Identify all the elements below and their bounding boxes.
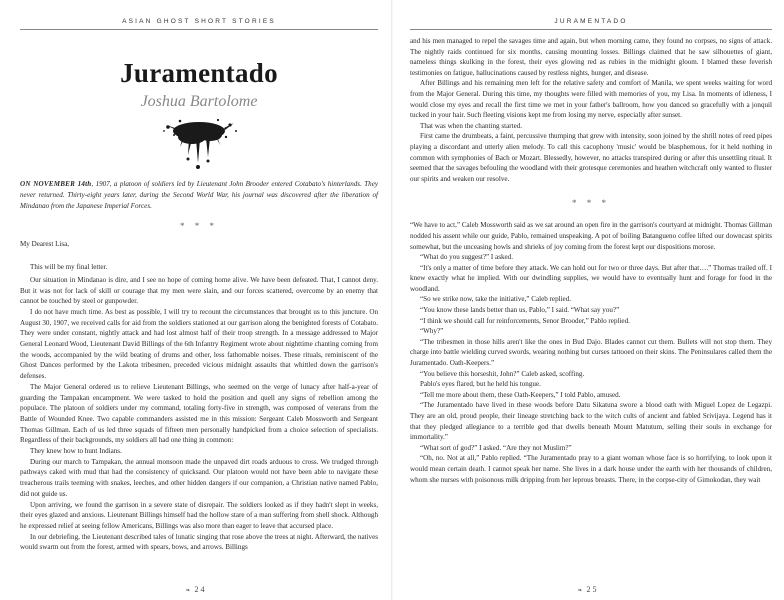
folio-right (392, 585, 784, 594)
paragraph: “We have to act,” Caleb Mossworth said as we sat around an open fire in the garrison's courtyard at midnight. Thomas Gillman nodded his assent while our guide, Pablo, remained unspeaking. A pot of boiling Batangueno coffee lifted our downcast spirits somewhat, but the unceasing howls and shrieks of joy coming from the forest kept our dispositions morose. (410, 221, 772, 251)
paragraph: “So we strike now, take the initiative,” Caleb replied. (420, 295, 572, 304)
paragraph: “You know these lands better than us, Pablo,” I said. “What say you?” (420, 306, 620, 315)
left-body-text (20, 239, 378, 553)
right-page (392, 0, 784, 600)
running-head-rule-right (410, 29, 772, 30)
paragraph: “I think we should call for reinforcements, Senor Brooder,” Pablo replied. (420, 316, 630, 325)
folio-ornament-icon: ❧ (577, 587, 583, 594)
paragraph: Upon arriving, we found the garrison in a severe state of disrepair. The soldiers looked as if they hadn't slept in weeks, their eyes glazed and anxious. Lieutenant Billings himself had the hollow stare of a man suffering from shell shock. Although he expressed relief at seeing fellow Americans, Billings was also more than eager to leave that accursed place. (20, 500, 378, 530)
paragraph: “What do you suggest?” I asked. (420, 253, 513, 262)
running-head-right: JURAMENTADO (554, 18, 628, 25)
first-line: This will be my final letter. (30, 263, 108, 272)
salutation: My Dearest Lisa, (20, 240, 70, 249)
page-number: 25 (586, 585, 599, 594)
paragraph: “You believe this horseshit, John?” Caleb asked, scoffing. (420, 369, 585, 378)
section-separator-right: * * * (572, 198, 610, 209)
page-number: 24 (194, 585, 207, 594)
section-separator-left: * * * (180, 221, 218, 232)
paragraph: and his men managed to repel the savages time and again, but when morning came, they found no corpses, no signs of attack. The nightly raids continued for six months, causing mounting losses. Billings claimed that he saw silhouettes of giant, nameless things skulking in the forest, their eyes glowing red as rubies in the midnight gloom. I blamed these feverish testimonies on fatigue, hallucinations caused by restless nights, hunger, and disease. (410, 37, 772, 77)
epigraph-lead: ON NOVEMBER 14th (20, 180, 92, 188)
folio-left (0, 585, 392, 594)
paragraph: They knew how to hunt Indians. (30, 447, 122, 456)
paragraph: “The tribesmen in those hills aren't like the ones in Bud Dajo. Blades cannot cut them. Bullets will not stop them. They charge into battle wielding curved swords, wearing nothing but curses tattooed on their skins. The Peninsulares called them the Juramentado. Oath-Keepers.” (410, 337, 772, 368)
paragraph: “Why?” (420, 327, 444, 336)
folio-ornament-icon: ❧ (185, 587, 191, 594)
title-block (20, 58, 378, 171)
paragraph: “Oh, no. Not at all,” Pablo replied. “The Juramentado pray to a giant woman whose face is so horrifying, to look upon it would mean certain death. I cannot speak her name. She lives in a dark house under the earth with her thousands of children, whom she nurses with poisonous milk dripping from her leprous breasts. There, in the corpse-city of Gimokodan, they wait (410, 454, 772, 484)
right-body-text-bottom (410, 220, 772, 485)
author-name: Joshua Bartolome (140, 93, 258, 110)
paragraph: The Major General ordered us to relieve Lieutenant Billings, who seemed on the verge of lunacy after half-a-year of guarding the Tampakan encampment. We were tasked to hold the position and quell any signs of rebellion among the populace. The platoon of soldiers under my command, totaling forty-five in strength, was composed of veterans from the Battle of Wounded Knee. Two capable commanders assisted me in this mission: Sergeant Caleb Mossworth and Sergeant Thomas Gillman. Each of us led three squads of fifteen men personally handpicked from a choice selection of specialists. Regardless of their backgrounds, my soldiers all had one thing in common: (20, 382, 378, 445)
running-head-left: ASIAN GHOST SHORT STORIES (122, 18, 276, 25)
paragraph: First came the drumbeats, a faint, percussive thumping that grew with intensity, soon joined by the shrill notes of reed pipes playing a discordant and utterly alien melody. To call this cacophony 'music' would be blasphemous, for it held nothing in common with symphonies of Bach or Mozart. Blessedly, however, no attacks transpired during or after this unsettling ritual. It seemed that the savages befouling the woodland with their grotesque ceremonies and heathen witchcraft only wanted to fluster our spirits and weaken our resolve. (410, 132, 772, 183)
paragraph: “It's only a matter of time before they attack. We can hold out for two or three days. But after that….” Thomas trailed off. I knew exactly what he implied. With our dwindling supplies, we would have to eventually hunt and forage for food in the woodland. (410, 263, 772, 293)
paragraph: “Tell me more about them, these Oath-Keepers,” I told Pablo, amused. (420, 390, 621, 399)
right-body-text-top (410, 36, 772, 184)
paragraph: In our debriefing, the Lieutenant described tales of lunatic singing that rose above the trees at night. Afterward, the natives would swarm out from the forest, armed with spears, bows, and arrows. Billings (20, 532, 378, 552)
paragraph: During our march to Tampakan, the annual monsoon made the unpaved dirt roads arduous to cross. We trudged through pathways caked with mud that had the consistency of quicksand. Our platoon would not have been able to navigate these treacherous trails teeming with snakes, leeches, and other hidden dangers if our companion, a Christian native named Pablo, did not guide us. (20, 457, 378, 498)
paragraph: Pablo's eyes flared, but he held his tongue. (420, 380, 541, 389)
paragraph: I do not have much time. As best as possible, I will try to recount the circumstances that brought us to this juncture. On August 30, 1907, we received calls for aid from the soldiers stationed at our garrison along the benighted forests of Cotabato. They were under constant, nightly attack and had lost almost half of their troop strength. In a message addressed to Major General Leonard Wood, Lieutenant David Billings of the 6th Infantry Regiment wrote about nighttime chanting coming from the woods, accompanied by the wild beating of drums and other, less fathomable noises. These rituals, reminiscent of the Ghost Dances performed by the Lakota tribesmen, preceded vicious midnight assaults that whittled down the garrison's defenses. (20, 307, 378, 381)
paragraph: Our situation in Mindanao is dire, and I see no hope of coming home alive. We have been defeated. That, I cannot deny. But it was not for lack of skill or courage that my men were slain, and our forces scattered, overcome by an enemy that cannot be touched by steel or gunpowder. (20, 275, 378, 306)
epigraph (20, 179, 378, 211)
paragraph: That was when the chanting started. (420, 121, 523, 130)
paragraph: “What sort of god?” I asked. “Are they not Muslim?” (420, 443, 572, 452)
paragraph: “The Juramentado have lived in these woods before Datu Sikatuna swore a blood oath with Miguel Lopez de Legazpi. They are an old, proud people, their lineage stretching back to the witch cults of ancient and fabled Srivijaya. Legend has it that they pledged allegiance to a terrible god that dwells beneath Mount Matutum, selling their souls in exchange for immortality.” (410, 401, 772, 442)
ink-splatter-icon (144, 111, 254, 171)
epigraph-text: , 1907, a platoon of soldiers led by Lieutenant John Brooder entered Cotabato's hinterlands. They never returned. Thirty-eight years later, during the Second World War, his journal was discovered after the liberation of Mindanao from the Japanese Imperial Forces. (20, 180, 379, 210)
story-title: Juramentado (120, 58, 278, 88)
paragraph: After Billings and his remaining men left for the relative safety and comfort of Manila, we spent weeks waiting for word from the Major General. During this time, my thoughts were filled with memories of you, my Lisa. In moments of idleness, I would close my eyes and recall the first time we met in your father's ballroom, how you danced so gracefully with a jonquil tucked in your hair. Such fleeting visions kept me from losing my nerve, especially after sunset. (410, 79, 772, 120)
running-head-rule-left (20, 29, 378, 30)
